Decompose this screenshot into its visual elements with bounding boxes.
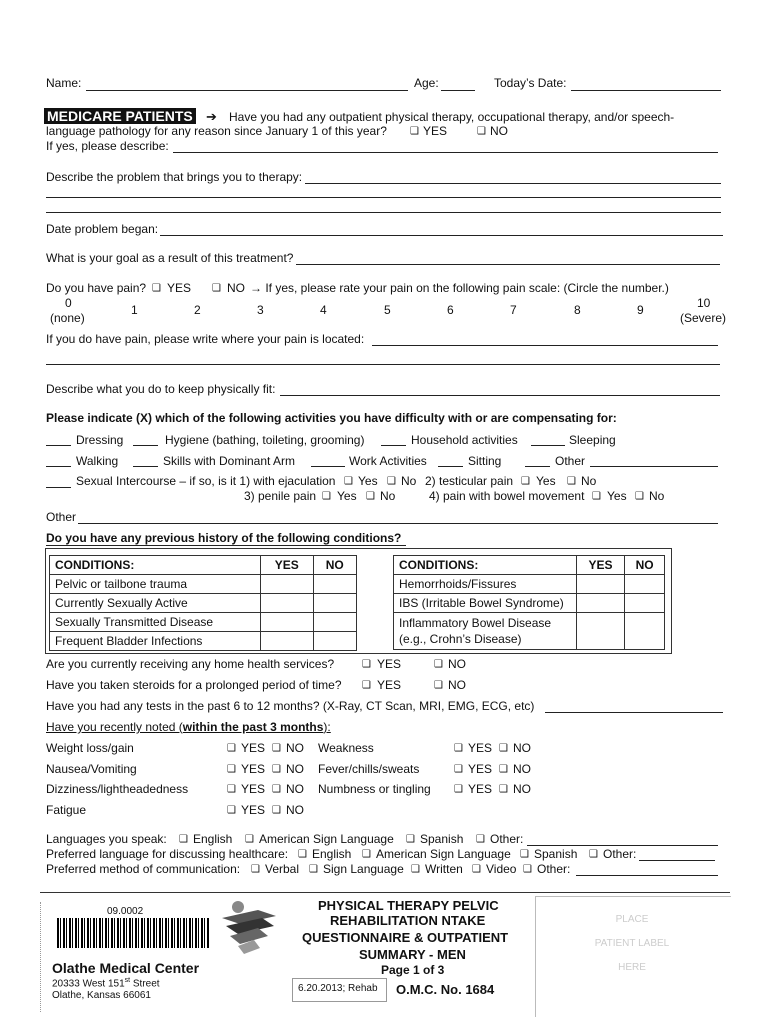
testicular-yes: Yes (536, 474, 556, 488)
symptom-no: NO (286, 762, 304, 776)
pain-scale-2[interactable]: 2 (194, 303, 201, 317)
condition-label: Hemorrhoids/Fissures (394, 575, 577, 594)
no-cell[interactable] (625, 613, 665, 650)
checkbox-icon[interactable]: ❑ (635, 491, 644, 502)
hygiene-blank[interactable] (133, 445, 158, 446)
sexual-label: Sexual Intercourse – if so, is it 1) with ejaculation (76, 474, 336, 488)
method-written: Written (425, 862, 463, 876)
recent-heading-pre: Have you recently noted ( (46, 720, 183, 734)
pref-other-field[interactable] (639, 860, 715, 861)
other-field[interactable] (590, 466, 718, 467)
hygiene-label: Hygiene (bathing, toileting, grooming) (165, 433, 365, 447)
pain-location-field[interactable] (372, 345, 718, 346)
yes-header: YES (261, 556, 314, 575)
recent-heading-post: ): (323, 720, 331, 734)
age-label: Age: (414, 76, 439, 90)
sleeping-label: Sleeping (569, 433, 616, 447)
pain-scale-4[interactable]: 4 (320, 303, 327, 317)
symptom-no: NO (286, 741, 304, 755)
method-other: Other: (537, 862, 571, 876)
form-title-4: SUMMARY - MEN (359, 947, 466, 962)
pain-scale-7[interactable]: 7 (510, 303, 517, 317)
revision-text: 6.20.2013; Rehab (298, 983, 378, 994)
footer-left-border (40, 902, 42, 1012)
pain-no-label: NO (227, 281, 245, 295)
checkbox-icon[interactable]: ❑ (472, 864, 481, 875)
date-label: Today’s Date: (494, 76, 567, 90)
org-city: Olathe, Kansas 66061 (52, 990, 151, 1001)
medicare-question-2: language pathology for any reason since January 1 of this year? (46, 124, 387, 138)
symptom-no: NO (513, 762, 531, 776)
checkbox-icon[interactable]: ❑ (499, 743, 508, 754)
no-cell[interactable] (313, 575, 357, 594)
activities-heading: Please indicate (X) which of the following activities you have difficulty with or are compensating for: (46, 411, 617, 425)
checkbox-icon[interactable]: ❑ (592, 491, 601, 502)
testicular-label: 2) testicular pain (425, 474, 514, 488)
no-cell[interactable] (313, 632, 357, 651)
checkbox-icon[interactable]: ❑ (362, 680, 371, 691)
symptom-no: NO (513, 741, 531, 755)
pain-scale-5[interactable]: 5 (384, 303, 391, 317)
checkbox-icon[interactable]: ❑ (227, 743, 236, 754)
condition-label: Currently Sexually Active (50, 594, 261, 613)
date-began-field[interactable] (160, 235, 723, 236)
steroids-label: Have you taken steroids for a prolonged period of time? (46, 678, 342, 692)
footer-divider (40, 892, 730, 893)
checkbox-icon[interactable]: ❑ (309, 864, 318, 875)
checkbox-icon[interactable]: ❑ (499, 764, 508, 775)
household-label: Household activities (411, 433, 518, 447)
work-blank[interactable] (311, 466, 345, 467)
form-title-3: QUESTIONNAIRE & OUTPATIENT (302, 930, 509, 945)
form-title-2: REHABILITATION NTAKE (330, 913, 486, 928)
pain-yes-label: YES (167, 281, 192, 295)
place-label-2: PATIENT LABEL (594, 938, 670, 949)
lang-other-field[interactable] (527, 845, 718, 846)
checkbox-icon[interactable]: ❑ (499, 784, 508, 795)
medicare-question-1: Have you had any outpatient physical therapy, occupational therapy, and/or speech- (229, 110, 675, 124)
yes-cell[interactable] (577, 613, 625, 650)
lang-spanish: Spanish (420, 832, 464, 846)
sitting-label: Sitting (468, 454, 502, 468)
pref-asl: American Sign Language (376, 847, 511, 861)
other-blank[interactable] (525, 466, 550, 467)
skills-blank[interactable] (133, 466, 158, 467)
symptom-label: Fever/chills/sweats (318, 762, 420, 776)
symptom-no: NO (513, 782, 531, 796)
medicare-yes-label: YES (423, 124, 448, 138)
pain-none-label: (none) (50, 311, 85, 325)
other2-label: Other (46, 510, 77, 524)
conditions-header: CONDITIONS: (50, 556, 261, 575)
yes-cell[interactable] (261, 594, 314, 613)
yes-cell[interactable] (261, 575, 314, 594)
problem-field-line[interactable] (46, 197, 721, 198)
method-label: Preferred method of communication: (46, 862, 241, 876)
yes-cell[interactable] (261, 613, 314, 632)
other2-field[interactable] (78, 523, 718, 524)
checkbox-icon[interactable]: ❑ (272, 743, 281, 754)
checkbox-icon[interactable]: ❑ (406, 834, 415, 845)
checkbox-icon[interactable]: ❑ (272, 764, 281, 775)
ejaculation-yes: Yes (358, 474, 378, 488)
no-cell[interactable] (625, 575, 665, 594)
method-verbal: Verbal (265, 862, 300, 876)
home-health-label: Are you currently receiving any home health services? (46, 657, 335, 671)
symptom-yes: YES (241, 782, 266, 796)
languages-label: Languages you speak: (46, 832, 167, 846)
condition-label: Sexually Transmitted Disease (50, 613, 261, 632)
symptom-no: NO (286, 803, 304, 817)
checkbox-icon[interactable]: ❑ (454, 743, 463, 754)
describe-field[interactable] (173, 152, 718, 153)
checkbox-icon[interactable]: ❑ (523, 864, 532, 875)
sleeping-blank[interactable] (531, 445, 565, 446)
checkbox-icon[interactable]: ❑ (387, 476, 396, 487)
household-blank[interactable] (381, 445, 406, 446)
ejaculation-no: No (401, 474, 417, 488)
method-other-field[interactable] (576, 875, 718, 876)
checkbox-icon[interactable]: ❑ (410, 126, 419, 137)
yes-cell[interactable] (577, 594, 625, 613)
symptom-yes: YES (468, 741, 493, 755)
footer-code: 09.0002 (107, 906, 144, 917)
other-label: Other (555, 454, 586, 468)
no-header: NO (313, 556, 357, 575)
checkbox-icon[interactable]: ❑ (245, 834, 254, 845)
penile-label: 3) penile pain (244, 489, 317, 503)
tests-field[interactable] (545, 712, 723, 713)
goal-field[interactable] (296, 264, 720, 265)
symptom-label: Numbness or tingling (318, 782, 431, 796)
symptom-label: Dizziness/lightheadedness (46, 782, 189, 796)
history-heading: Do you have any previous history of the following conditions? (46, 531, 402, 545)
checkbox-icon[interactable]: ❑ (434, 659, 443, 670)
pain-scale-6[interactable]: 6 (447, 303, 454, 317)
age-field[interactable] (441, 90, 475, 91)
bowel-label: 4) pain with bowel movement (429, 489, 585, 503)
pref-spanish: Spanish (534, 847, 578, 861)
symptom-label: Fatigue (46, 803, 87, 817)
home-health-no: NO (448, 657, 466, 671)
checkbox-icon[interactable]: ❑ (567, 476, 576, 487)
fitness-label: Describe what you do to keep physically fit: (46, 382, 276, 396)
history-heading-underline (46, 545, 406, 546)
symptom-yes: YES (468, 762, 493, 776)
pain-scale-3[interactable]: 3 (257, 303, 264, 317)
bowel-yes: Yes (607, 489, 627, 503)
checkbox-icon[interactable]: ❑ (454, 764, 463, 775)
symptom-yes: YES (241, 803, 266, 817)
condition-label: Frequent Bladder Infections (50, 632, 261, 651)
barcode-icon (57, 918, 210, 948)
preferred-label: Preferred language for discussing healthcare: (46, 847, 289, 861)
walking-blank[interactable] (46, 466, 71, 467)
checkbox-icon[interactable]: ❑ (476, 834, 485, 845)
symptom-label: Nausea/Vomiting (46, 762, 137, 776)
symptom-label: Weight loss/gain (46, 741, 134, 755)
condition-label: Pelvic or tailbone trauma (50, 575, 261, 594)
penile-yes: Yes (337, 489, 357, 503)
yes-header: YES (577, 556, 625, 575)
yes-cell[interactable] (261, 632, 314, 651)
home-health-yes: YES (377, 657, 402, 671)
pain-question: Do you have pain? (46, 281, 147, 295)
checkbox-icon[interactable]: ❑ (322, 491, 331, 502)
method-sign: Sign Language (323, 862, 404, 876)
lang-asl: American Sign Language (259, 832, 394, 846)
skills-label: Skills with Dominant Arm (163, 454, 296, 468)
recent-heading (46, 720, 331, 734)
org-street (52, 977, 160, 989)
checkbox-icon[interactable]: ❑ (454, 784, 463, 795)
describe-label: If yes, please describe: (46, 139, 169, 153)
steroids-yes: YES (377, 678, 402, 692)
symptom-yes: YES (468, 782, 493, 796)
lang-other: Other: (490, 832, 524, 846)
checkbox-icon[interactable]: ❑ (411, 864, 420, 875)
page-number: Page 1 of 3 (381, 963, 445, 977)
pain-scale-0[interactable]: 0 (65, 296, 72, 310)
arrow-icon: ➔ (206, 109, 217, 124)
pain-scale-8[interactable]: 8 (574, 303, 581, 317)
conditions-header: CONDITIONS: (394, 556, 577, 575)
problem-field-line[interactable] (46, 212, 721, 213)
checkbox-icon[interactable]: ❑ (344, 476, 353, 487)
name-label: Name: (46, 76, 82, 90)
pain-scale-1[interactable]: 1 (131, 303, 138, 317)
condition-label-sub: (e.g., Crohn’s Disease) (399, 632, 522, 646)
steroids-no: NO (448, 678, 466, 692)
pain-location-line[interactable] (46, 364, 720, 365)
pain-scale-10[interactable]: 10 (697, 296, 711, 310)
date-field[interactable] (571, 90, 721, 91)
recent-heading-bold: within the past 3 months (182, 720, 324, 734)
place-label-1: PLACE (615, 914, 649, 925)
pain-scale-9[interactable]: 9 (637, 303, 644, 317)
condition-label: IBS (Irritable Bowel Syndrome) (394, 594, 577, 613)
omc-number: O.M.C. No. 1684 (396, 982, 495, 997)
sexual-blank[interactable] (46, 487, 71, 488)
street-pre: 20333 West 151 (52, 978, 125, 990)
pain-location-label: If you do have pain, please write where your pain is located: (46, 332, 365, 346)
symptom-yes: YES (241, 741, 266, 755)
symptom-label: Weakness (318, 741, 374, 755)
checkbox-icon[interactable]: ❑ (227, 784, 236, 795)
no-header: NO (625, 556, 665, 575)
condition-label: Inflammatory Bowel Disease (399, 616, 552, 630)
medicare-no-label: NO (490, 124, 508, 138)
walking-label: Walking (76, 454, 119, 468)
conditions-table-right (393, 555, 665, 650)
no-cell[interactable] (313, 594, 357, 613)
checkbox-icon[interactable]: ❑ (227, 764, 236, 775)
name-field[interactable] (86, 90, 408, 91)
checkbox-icon[interactable]: ❑ (366, 491, 375, 502)
testicular-no: No (581, 474, 597, 488)
goal-label: What is your goal as a result of this treatment? (46, 251, 294, 265)
street-sup: st (124, 977, 131, 984)
checkbox-icon[interactable]: ❑ (589, 849, 598, 860)
checkbox-icon[interactable]: ❑ (212, 283, 221, 294)
dressing-label: Dressing (76, 433, 124, 447)
checkbox-icon[interactable]: ❑ (272, 784, 281, 795)
symptom-yes: YES (241, 762, 266, 776)
pref-english: English (312, 847, 352, 861)
conditions-table-left (49, 555, 357, 651)
method-video: Video (486, 862, 517, 876)
checkbox-icon[interactable]: ❑ (179, 834, 188, 845)
pain-severe-label: (Severe) (680, 311, 727, 325)
form-title-1: PHYSICAL THERAPY PELVIC (318, 898, 499, 913)
problem-field[interactable] (305, 183, 721, 184)
checkbox-icon[interactable]: ❑ (521, 476, 530, 487)
sitting-blank[interactable] (438, 466, 463, 467)
yes-cell[interactable] (577, 575, 625, 594)
checkbox-icon[interactable]: ❑ (434, 680, 443, 691)
place-label-3: HERE (618, 962, 646, 973)
work-label: Work Activities (349, 454, 427, 468)
checkbox-icon[interactable]: ❑ (520, 849, 529, 860)
omc-logo-icon (218, 900, 280, 955)
street-post: Street (130, 978, 160, 990)
tests-label: Have you had any tests in the past 6 to 12 months? (X-Ray, CT Scan, MRI, EMG, ECG, etc) (46, 699, 535, 713)
checkbox-icon[interactable]: ❑ (298, 849, 307, 860)
checkbox-icon[interactable]: ❑ (152, 283, 161, 294)
dressing-blank[interactable] (46, 445, 71, 446)
no-cell[interactable] (313, 613, 357, 632)
checkbox-icon[interactable]: ❑ (227, 805, 236, 816)
fitness-field[interactable] (280, 395, 720, 396)
condition-label-multiline (394, 613, 577, 650)
checkbox-icon[interactable]: ❑ (362, 849, 371, 860)
date-began-label: Date problem began: (46, 222, 159, 236)
bowel-no: No (649, 489, 665, 503)
checkbox-icon[interactable]: ❑ (362, 659, 371, 670)
org-name: Olathe Medical Center (52, 960, 200, 976)
no-cell[interactable] (625, 594, 665, 613)
checkbox-icon[interactable]: ❑ (272, 805, 281, 816)
penile-no: No (380, 489, 396, 503)
medicare-badge: MEDICARE PATIENTS (44, 108, 196, 124)
pref-other: Other: (603, 847, 637, 861)
checkbox-icon[interactable]: ❑ (477, 126, 486, 137)
lang-english: English (193, 832, 233, 846)
symptom-no: NO (286, 782, 304, 796)
pain-scale-text: → If yes, please rate your pain on the following pain scale: (Circle the number.) (250, 281, 669, 295)
problem-label: Describe the problem that brings you to therapy: (46, 170, 303, 184)
checkbox-icon[interactable]: ❑ (251, 864, 260, 875)
